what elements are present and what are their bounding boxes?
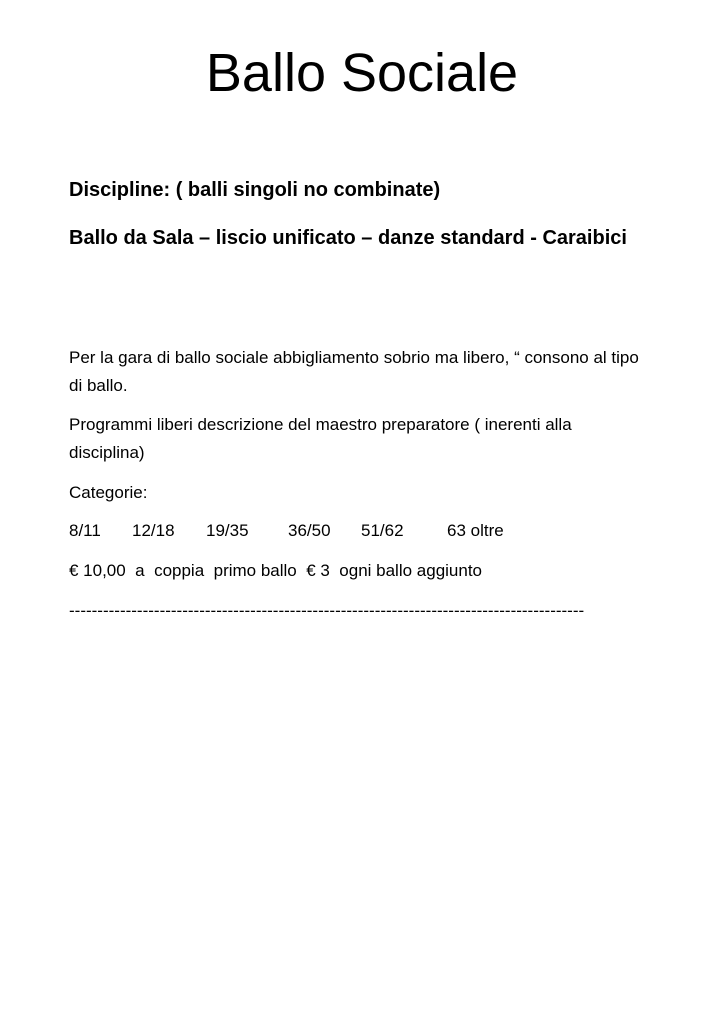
- category-item: 19/35: [206, 521, 249, 540]
- category-item: 63 oltre: [447, 521, 504, 540]
- programs-paragraph: Programmi liberi descrizione del maestro preparatore ( inerenti alla disciplina): [69, 415, 572, 462]
- dress-code-paragraph: Per la gara di ballo sociale abbigliamento sobrio ma libero, “ consono al tipo di ballo.: [69, 348, 639, 395]
- categories-label: Categorie:: [69, 483, 148, 502]
- category-item: 8/11: [69, 521, 101, 540]
- dance-styles-heading: Ballo da Sala – liscio unificato – danze standard - Caraibici: [69, 227, 627, 249]
- category-item: 12/18: [132, 521, 175, 540]
- category-item: 36/50: [288, 521, 331, 540]
- category-item: 51/62: [361, 521, 404, 540]
- dashed-divider: -------------------------------------------------------------------------------------------: [69, 601, 585, 620]
- discipline-heading: Discipline: ( balli singoli no combinate): [69, 179, 441, 201]
- page-title: Ballo Sociale: [205, 43, 519, 103]
- price-line: € 10,00 a coppia primo ballo € 3 ogni ballo aggiunto: [69, 561, 483, 580]
